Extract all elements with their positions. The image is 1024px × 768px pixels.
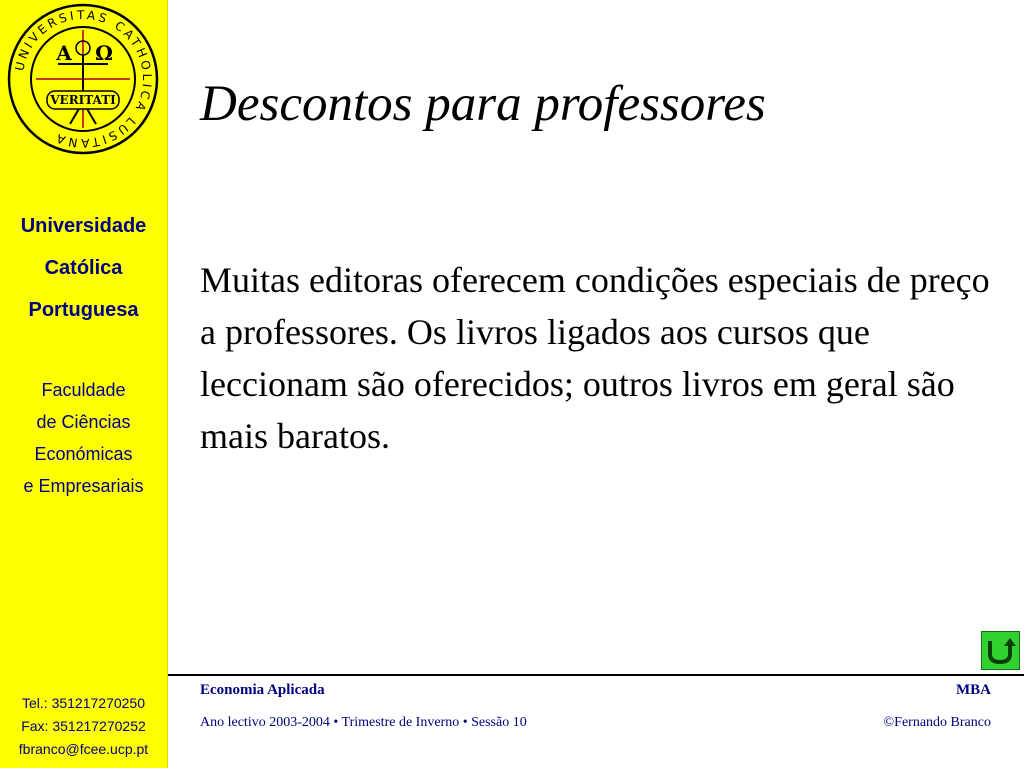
university-name-line: Universidade — [20, 215, 147, 237]
phone-number: Tel.: 351217270250 — [22, 695, 145, 711]
faculty-name-line: de Ciências — [36, 412, 131, 432]
faculty-name-line: Económicas — [34, 444, 133, 464]
footer-session-info: Ano lectivo 2003-2004 • Trimestre de Inverno • Sessão 10 — [200, 715, 527, 730]
university-name-line: Portuguesa — [28, 299, 139, 321]
faculty-name — [0, 374, 167, 502]
slide-title: Descontos para professores — [200, 76, 766, 132]
fax-number: Fax: 351217270252 — [21, 718, 146, 734]
contact-info — [0, 692, 167, 761]
footer-divider — [168, 674, 1024, 676]
slide-body: Muitas editoras oferecem condições especiais de preço a professores. Os livros ligados aos cursos que leccionam são oferecidos; outros livros em geral são mais baratos. — [200, 260, 990, 456]
footer-copyright: ©Fernando Branco — [883, 715, 991, 730]
footer-course-name: Economia Aplicada — [200, 682, 325, 698]
seal-symbols: A — [56, 41, 72, 65]
university-name — [0, 205, 167, 331]
svg-text:Ω: Ω — [95, 41, 113, 65]
faculty-name-line: e Empresariais — [23, 476, 144, 496]
seal-ring-text: UNIVERSITAS CATHOLICA LUSITANA — [12, 7, 155, 151]
university-name-line: Católica — [44, 257, 123, 279]
faculty-name-line: Faculdade — [41, 380, 126, 400]
return-home-button[interactable] — [981, 631, 1020, 670]
seal-motto: VERITATI — [50, 93, 116, 107]
return-home-icon — [982, 632, 1019, 669]
university-seal-icon — [6, 2, 160, 156]
footer-program-name: MBA — [956, 682, 991, 698]
sidebar — [0, 0, 168, 768]
email-address: fbranco@fcee.ucp.pt — [18, 741, 149, 757]
